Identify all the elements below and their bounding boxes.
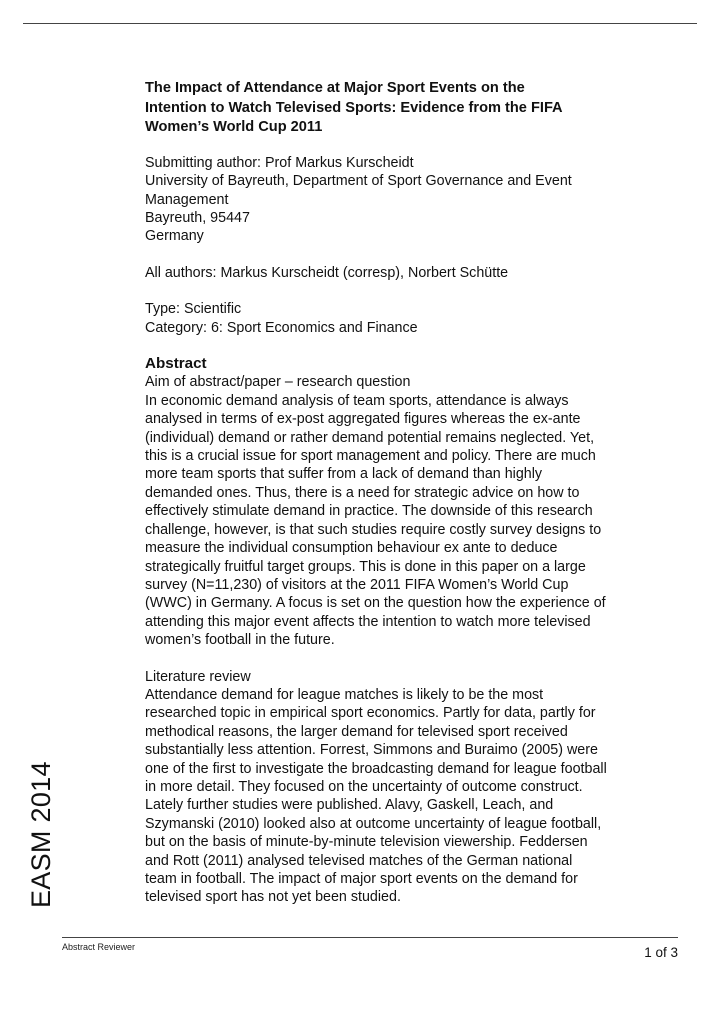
section-heading-aim: Aim of abstract/paper – research question: [145, 374, 411, 391]
paragraph-line: Attendance demand for league matches is likely to be the most: [145, 686, 544, 703]
paragraph-line: women’s football in the future.: [145, 632, 335, 649]
paragraph-line: strategically fruitful target groups. This is done in this paper on a large: [145, 558, 586, 575]
paragraph-line: In economic demand analysis of team sports, attendance is always: [145, 392, 569, 409]
paragraph-line: demanded ones. Thus, there is a need for strategic advice on how to: [145, 484, 580, 501]
paragraph-line: but on the basis of minute-by-minute television viewership. Feddersen: [145, 834, 588, 851]
footer-divider: [62, 937, 678, 938]
abstract-heading: Abstract: [145, 355, 207, 373]
city-line: Bayreuth, 95447: [145, 210, 250, 226]
top-divider: [23, 23, 697, 24]
paragraph-line: methodical reasons, the larger demand for televised sport received: [145, 723, 568, 740]
page-number: 1 of 3: [644, 945, 678, 960]
paragraph-line: team in football. The impact of major sport events on the demand for: [145, 871, 578, 887]
paragraph-line: attending this major event affects the intention to watch more televised: [145, 613, 591, 630]
paper-title-line: The Impact of Attendance at Major Sport Events on the: [145, 80, 525, 96]
paragraph-line: analysed in terms of ex-post aggregated figures whereas the ex-ante: [145, 411, 581, 428]
footer-reviewer-label: Abstract Reviewer: [62, 942, 136, 952]
type-line: Type: Scientific: [145, 301, 242, 318]
paragraph-line: one of the first to investigate the broadcasting demand for league football: [145, 760, 607, 777]
affiliation-line: University of Bayreuth, Department of Sport Governance and Event: [145, 173, 572, 190]
submission-info: [145, 154, 665, 246]
paragraph-line: this is a crucial issue for sport management and policy. There are much: [145, 448, 596, 465]
abstract-document: [145, 79, 665, 907]
country-line: Germany: [145, 228, 204, 245]
paper-title-line: Women’s World Cup 2011: [145, 119, 323, 136]
abstract-section-literature: [145, 668, 665, 907]
paragraph-line: more team sports that suffer from a lack of demand than highly: [145, 466, 543, 483]
paragraph-line: Lately further studies were published. Alavy, Gaskell, Leach, and: [145, 797, 554, 814]
paragraph-line: researched topic in empirical sport economics. Partly for data, partly for: [145, 705, 596, 722]
paragraph-line: challenge, however, is that such studies require costly survey designs to: [145, 521, 602, 538]
submission-meta: [145, 300, 665, 337]
paragraph-line: effectively stimulate demand in practice. The downside of this research: [145, 503, 593, 520]
conference-side-label: EASM 2014: [26, 761, 56, 908]
section-heading-literature: Literature review: [145, 668, 251, 685]
paper-title-line: Intention to Watch Televised Sports: Evidence from the FIFA: [145, 99, 563, 116]
paragraph-line: (WWC) in Germany. A focus is set on the question how the experience of: [145, 595, 606, 612]
category-line: Category: 6: Sport Economics and Finance: [145, 319, 418, 336]
paragraph-line: measure the individual consumption behaviour ex ante to deduce: [145, 540, 558, 557]
abstract-section-aim: [145, 373, 665, 649]
paragraph-line: televised sport has not yet been studied.: [145, 889, 401, 906]
affiliation-line: Management: [145, 191, 229, 208]
paragraph-line: in more detail. They focused on the uncertainty of outcome construct.: [145, 778, 583, 795]
paragraph-line: Szymanski (2010) looked also at outcome uncertainty of league football,: [145, 815, 602, 832]
paragraph-line: survey (N=11,230) of visitors at the 2011 FIFA Women’s World Cup: [145, 576, 569, 593]
paper-title: [145, 79, 665, 138]
all-authors: [145, 264, 665, 282]
paragraph-line: substantially less attention. Forrest, Simmons and Buraimo (2005) were: [145, 742, 598, 759]
submitting-author: Submitting author: Prof Markus Kurscheidt: [145, 154, 414, 171]
all-authors-line: All authors: Markus Kurscheidt (corresp), Norbert Schütte: [145, 264, 509, 281]
paragraph-line: and Rott (2011) analysed televised matches of the German national: [145, 852, 573, 869]
paragraph-line: (individual) demand or rather demand potential remains neglected. Yet,: [145, 429, 595, 446]
